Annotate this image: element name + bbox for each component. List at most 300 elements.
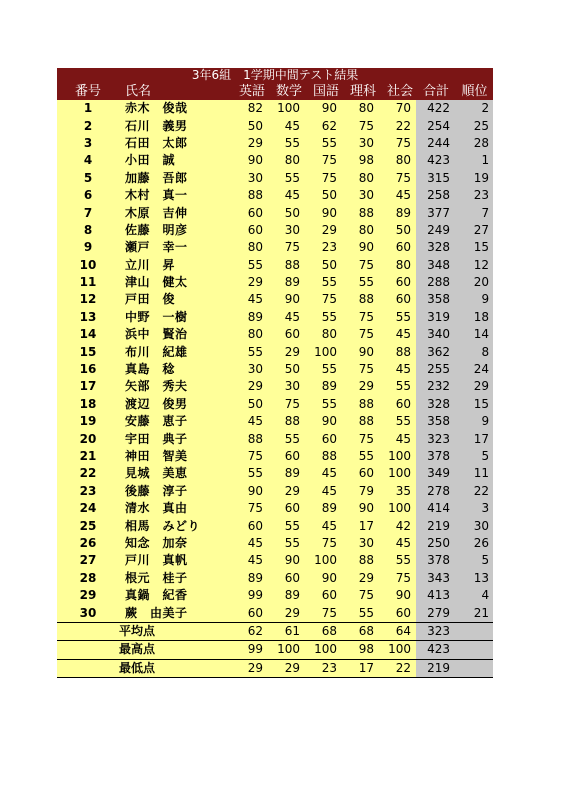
total-score: 328 xyxy=(416,239,456,256)
table-row xyxy=(57,170,493,187)
total-stat: 219 xyxy=(416,659,456,677)
english-score: 60 xyxy=(231,222,268,239)
header-japanese: 国語 xyxy=(305,83,342,100)
score-sheet xyxy=(57,68,491,678)
english-score: 80 xyxy=(231,239,268,256)
science-score: 75 xyxy=(342,309,379,326)
social-stat: 22 xyxy=(379,659,416,677)
science-score: 98 xyxy=(342,152,379,169)
stats-spacer xyxy=(57,641,119,659)
rank-value: 1 xyxy=(456,152,493,169)
student-number: 27 xyxy=(57,552,119,569)
total-score: 250 xyxy=(416,535,456,552)
rank-value: 4 xyxy=(456,587,493,604)
header-rank: 順位 xyxy=(456,83,493,100)
science-score: 80 xyxy=(342,222,379,239)
student-name: 木村 真一 xyxy=(119,187,231,204)
science-score: 60 xyxy=(342,465,379,482)
math-score: 29 xyxy=(268,483,305,500)
math-score: 75 xyxy=(268,396,305,413)
student-number: 6 xyxy=(57,187,119,204)
math-score: 55 xyxy=(268,135,305,152)
english-score: 50 xyxy=(231,396,268,413)
total-score: 343 xyxy=(416,570,456,587)
japanese-score: 60 xyxy=(305,430,342,447)
header-science: 理科 xyxy=(342,83,379,100)
math-score: 50 xyxy=(268,361,305,378)
table-row xyxy=(57,500,493,517)
math-score: 45 xyxy=(268,117,305,134)
table-row xyxy=(57,117,493,134)
math-score: 89 xyxy=(268,587,305,604)
math-score: 89 xyxy=(268,274,305,291)
student-name: 安藤 恵子 xyxy=(119,413,231,430)
student-name: 中野 一樹 xyxy=(119,309,231,326)
student-name: 後藤 淳子 xyxy=(119,483,231,500)
science-score: 88 xyxy=(342,291,379,308)
english-score: 60 xyxy=(231,517,268,534)
student-number: 11 xyxy=(57,274,119,291)
table-row xyxy=(57,361,493,378)
total-score: 258 xyxy=(416,187,456,204)
japanese-score: 55 xyxy=(305,361,342,378)
student-name: 知念 加奈 xyxy=(119,535,231,552)
rank-value: 25 xyxy=(456,117,493,134)
social-score: 100 xyxy=(379,500,416,517)
stats-spacer xyxy=(57,659,119,677)
english-score: 45 xyxy=(231,535,268,552)
science-score: 80 xyxy=(342,170,379,187)
student-name: 石田 太郎 xyxy=(119,135,231,152)
student-name: 小田 誠 xyxy=(119,152,231,169)
japanese-score: 88 xyxy=(305,448,342,465)
total-score: 315 xyxy=(416,170,456,187)
social-score: 55 xyxy=(379,552,416,569)
science-score: 30 xyxy=(342,535,379,552)
japanese-stat: 100 xyxy=(305,641,342,659)
science-score: 30 xyxy=(342,135,379,152)
table-row xyxy=(57,152,493,169)
math-score: 60 xyxy=(268,448,305,465)
total-score: 278 xyxy=(416,483,456,500)
math-score: 50 xyxy=(268,204,305,221)
math-stat: 61 xyxy=(268,622,305,640)
math-score: 55 xyxy=(268,535,305,552)
total-score: 279 xyxy=(416,604,456,622)
student-name: 木原 吉伸 xyxy=(119,204,231,221)
english-score: 80 xyxy=(231,326,268,343)
rank-value: 23 xyxy=(456,187,493,204)
total-score: 249 xyxy=(416,222,456,239)
rank-value: 22 xyxy=(456,483,493,500)
student-name: 真鍋 紀香 xyxy=(119,587,231,604)
stats-spacer xyxy=(57,622,119,640)
table-row xyxy=(57,135,493,152)
social-stat: 100 xyxy=(379,641,416,659)
japanese-score: 90 xyxy=(305,413,342,430)
english-score: 89 xyxy=(231,309,268,326)
student-number: 17 xyxy=(57,378,119,395)
english-score: 75 xyxy=(231,500,268,517)
student-name: 見城 美恵 xyxy=(119,465,231,482)
total-score: 413 xyxy=(416,587,456,604)
rank-value: 3 xyxy=(456,500,493,517)
student-name: 矢部 秀夫 xyxy=(119,378,231,395)
japanese-stat: 68 xyxy=(305,622,342,640)
total-score: 232 xyxy=(416,378,456,395)
student-name: 津山 健太 xyxy=(119,274,231,291)
social-score: 60 xyxy=(379,604,416,622)
math-score: 75 xyxy=(268,239,305,256)
science-score: 75 xyxy=(342,361,379,378)
science-score: 90 xyxy=(342,239,379,256)
student-number: 28 xyxy=(57,570,119,587)
student-number: 12 xyxy=(57,291,119,308)
japanese-score: 50 xyxy=(305,257,342,274)
science-score: 55 xyxy=(342,448,379,465)
stats-label: 最低点 xyxy=(119,659,231,677)
english-score: 90 xyxy=(231,483,268,500)
social-score: 88 xyxy=(379,343,416,360)
social-score: 80 xyxy=(379,257,416,274)
science-score: 88 xyxy=(342,396,379,413)
student-number: 8 xyxy=(57,222,119,239)
math-score: 88 xyxy=(268,413,305,430)
science-score: 75 xyxy=(342,257,379,274)
rank-value: 12 xyxy=(456,257,493,274)
social-stat: 64 xyxy=(379,622,416,640)
japanese-score: 100 xyxy=(305,343,342,360)
science-score: 29 xyxy=(342,378,379,395)
student-name: 戸川 真帆 xyxy=(119,552,231,569)
total-score: 319 xyxy=(416,309,456,326)
student-number: 13 xyxy=(57,309,119,326)
japanese-score: 60 xyxy=(305,587,342,604)
japanese-score: 75 xyxy=(305,291,342,308)
header-name: 氏名 xyxy=(119,83,231,100)
total-score: 422 xyxy=(416,100,456,117)
table-row xyxy=(57,326,493,343)
english-stat: 99 xyxy=(231,641,268,659)
total-score: 244 xyxy=(416,135,456,152)
table-row xyxy=(57,187,493,204)
japanese-score: 75 xyxy=(305,535,342,552)
english-score: 29 xyxy=(231,378,268,395)
student-name: 神田 智美 xyxy=(119,448,231,465)
english-score: 45 xyxy=(231,413,268,430)
table-row xyxy=(57,517,493,534)
header-english: 英語 xyxy=(231,83,268,100)
english-score: 55 xyxy=(231,257,268,274)
total-score: 255 xyxy=(416,361,456,378)
total-score: 378 xyxy=(416,552,456,569)
social-score: 75 xyxy=(379,170,416,187)
english-score: 82 xyxy=(231,100,268,117)
student-name: 宇田 典子 xyxy=(119,430,231,447)
student-number: 9 xyxy=(57,239,119,256)
science-score: 55 xyxy=(342,274,379,291)
rank-value: 15 xyxy=(456,396,493,413)
stats-row xyxy=(57,641,493,659)
total-score: 358 xyxy=(416,291,456,308)
science-score: 79 xyxy=(342,483,379,500)
table-row xyxy=(57,535,493,552)
total-stat: 323 xyxy=(416,622,456,640)
rank-value: 14 xyxy=(456,326,493,343)
math-score: 100 xyxy=(268,100,305,117)
table-row xyxy=(57,570,493,587)
rank-value: 2 xyxy=(456,100,493,117)
social-score: 80 xyxy=(379,152,416,169)
table-row xyxy=(57,448,493,465)
japanese-score: 90 xyxy=(305,100,342,117)
rank-value: 9 xyxy=(456,413,493,430)
rank-value: 19 xyxy=(456,170,493,187)
student-name: 布川 紀雄 xyxy=(119,343,231,360)
student-name: 赤木 俊哉 xyxy=(119,100,231,117)
science-score: 88 xyxy=(342,204,379,221)
header-number: 番号 xyxy=(57,83,119,100)
total-score: 358 xyxy=(416,413,456,430)
science-score: 88 xyxy=(342,552,379,569)
total-stat: 423 xyxy=(416,641,456,659)
social-score: 60 xyxy=(379,291,416,308)
student-number: 26 xyxy=(57,535,119,552)
student-number: 22 xyxy=(57,465,119,482)
stats-row xyxy=(57,659,493,677)
japanese-score: 80 xyxy=(305,326,342,343)
table-row xyxy=(57,222,493,239)
table-row xyxy=(57,430,493,447)
score-table xyxy=(57,68,493,678)
math-score: 60 xyxy=(268,326,305,343)
social-score: 70 xyxy=(379,100,416,117)
english-score: 30 xyxy=(231,361,268,378)
social-score: 100 xyxy=(379,465,416,482)
english-score: 45 xyxy=(231,291,268,308)
social-score: 55 xyxy=(379,378,416,395)
social-score: 55 xyxy=(379,413,416,430)
total-score: 219 xyxy=(416,517,456,534)
rank-value: 5 xyxy=(456,552,493,569)
table-row xyxy=(57,552,493,569)
student-number: 25 xyxy=(57,517,119,534)
rank-value: 27 xyxy=(456,222,493,239)
social-score: 35 xyxy=(379,483,416,500)
student-number: 3 xyxy=(57,135,119,152)
table-row xyxy=(57,587,493,604)
table-row xyxy=(57,100,493,117)
student-number: 2 xyxy=(57,117,119,134)
stats-row xyxy=(57,622,493,640)
student-number: 1 xyxy=(57,100,119,117)
english-score: 75 xyxy=(231,448,268,465)
math-stat: 100 xyxy=(268,641,305,659)
science-score: 17 xyxy=(342,517,379,534)
student-name: 渡辺 俊男 xyxy=(119,396,231,413)
japanese-score: 89 xyxy=(305,500,342,517)
table-row xyxy=(57,465,493,482)
social-score: 60 xyxy=(379,239,416,256)
table-row xyxy=(57,274,493,291)
table-row xyxy=(57,413,493,430)
japanese-score: 89 xyxy=(305,378,342,395)
japanese-score: 50 xyxy=(305,187,342,204)
science-score: 75 xyxy=(342,587,379,604)
science-score: 90 xyxy=(342,500,379,517)
rank-value: 24 xyxy=(456,361,493,378)
rank-value: 18 xyxy=(456,309,493,326)
english-score: 90 xyxy=(231,152,268,169)
math-score: 90 xyxy=(268,552,305,569)
science-score: 30 xyxy=(342,187,379,204)
stats-rank-empty xyxy=(456,641,493,659)
science-score: 75 xyxy=(342,326,379,343)
japanese-stat: 23 xyxy=(305,659,342,677)
social-score: 60 xyxy=(379,396,416,413)
student-number: 19 xyxy=(57,413,119,430)
english-score: 55 xyxy=(231,465,268,482)
table-row xyxy=(57,309,493,326)
student-name: 石川 義男 xyxy=(119,117,231,134)
math-score: 60 xyxy=(268,570,305,587)
japanese-score: 62 xyxy=(305,117,342,134)
social-score: 45 xyxy=(379,535,416,552)
english-score: 99 xyxy=(231,587,268,604)
student-number: 15 xyxy=(57,343,119,360)
rank-value: 9 xyxy=(456,291,493,308)
math-score: 30 xyxy=(268,222,305,239)
rank-value: 13 xyxy=(456,570,493,587)
social-score: 22 xyxy=(379,117,416,134)
social-score: 45 xyxy=(379,361,416,378)
english-score: 89 xyxy=(231,570,268,587)
science-score: 75 xyxy=(342,430,379,447)
total-score: 362 xyxy=(416,343,456,360)
science-score: 55 xyxy=(342,604,379,622)
math-score: 29 xyxy=(268,343,305,360)
math-score: 45 xyxy=(268,309,305,326)
total-score: 414 xyxy=(416,500,456,517)
student-number: 4 xyxy=(57,152,119,169)
table-row xyxy=(57,483,493,500)
rank-value: 30 xyxy=(456,517,493,534)
student-name: 真島 稔 xyxy=(119,361,231,378)
header-social: 社会 xyxy=(379,83,416,100)
stats-label: 平均点 xyxy=(119,622,231,640)
total-score: 348 xyxy=(416,257,456,274)
table-row xyxy=(57,343,493,360)
japanese-score: 90 xyxy=(305,570,342,587)
science-score: 88 xyxy=(342,413,379,430)
social-score: 42 xyxy=(379,517,416,534)
total-score: 349 xyxy=(416,465,456,482)
student-number: 14 xyxy=(57,326,119,343)
rank-value: 28 xyxy=(456,135,493,152)
social-score: 100 xyxy=(379,448,416,465)
japanese-score: 45 xyxy=(305,483,342,500)
rank-value: 11 xyxy=(456,465,493,482)
japanese-score: 55 xyxy=(305,396,342,413)
rank-value: 5 xyxy=(456,448,493,465)
english-score: 30 xyxy=(231,170,268,187)
japanese-score: 45 xyxy=(305,465,342,482)
student-name: 立川 昇 xyxy=(119,257,231,274)
header-math: 数学 xyxy=(268,83,305,100)
student-number: 20 xyxy=(57,430,119,447)
student-number: 30 xyxy=(57,604,119,622)
math-score: 60 xyxy=(268,500,305,517)
header-total: 合計 xyxy=(416,83,456,100)
student-name: 瀬戸 幸一 xyxy=(119,239,231,256)
table-row xyxy=(57,291,493,308)
english-score: 60 xyxy=(231,204,268,221)
total-score: 378 xyxy=(416,448,456,465)
english-score: 45 xyxy=(231,552,268,569)
japanese-score: 45 xyxy=(305,517,342,534)
social-score: 75 xyxy=(379,570,416,587)
japanese-score: 75 xyxy=(305,170,342,187)
science-stat: 68 xyxy=(342,622,379,640)
total-score: 328 xyxy=(416,396,456,413)
science-stat: 17 xyxy=(342,659,379,677)
table-row xyxy=(57,257,493,274)
rank-value: 15 xyxy=(456,239,493,256)
japanese-score: 100 xyxy=(305,552,342,569)
student-number: 23 xyxy=(57,483,119,500)
social-score: 89 xyxy=(379,204,416,221)
student-name: 清水 真由 xyxy=(119,500,231,517)
english-stat: 62 xyxy=(231,622,268,640)
student-name: 浜中 賢治 xyxy=(119,326,231,343)
rank-value: 26 xyxy=(456,535,493,552)
social-score: 50 xyxy=(379,222,416,239)
english-score: 29 xyxy=(231,135,268,152)
japanese-score: 90 xyxy=(305,204,342,221)
math-score: 80 xyxy=(268,152,305,169)
math-score: 55 xyxy=(268,170,305,187)
english-score: 50 xyxy=(231,117,268,134)
math-score: 90 xyxy=(268,291,305,308)
japanese-score: 75 xyxy=(305,604,342,622)
stats-rank-empty xyxy=(456,659,493,677)
stats-rank-empty xyxy=(456,622,493,640)
english-score: 55 xyxy=(231,343,268,360)
math-score: 30 xyxy=(268,378,305,395)
total-score: 254 xyxy=(416,117,456,134)
student-number: 10 xyxy=(57,257,119,274)
rank-value: 7 xyxy=(456,204,493,221)
table-row xyxy=(57,204,493,221)
social-score: 90 xyxy=(379,587,416,604)
math-score: 55 xyxy=(268,517,305,534)
english-score: 88 xyxy=(231,430,268,447)
total-score: 423 xyxy=(416,152,456,169)
table-row xyxy=(57,239,493,256)
social-score: 45 xyxy=(379,326,416,343)
english-score: 88 xyxy=(231,187,268,204)
student-number: 16 xyxy=(57,361,119,378)
table-row xyxy=(57,396,493,413)
english-score: 60 xyxy=(231,604,268,622)
japanese-score: 75 xyxy=(305,152,342,169)
social-score: 45 xyxy=(379,430,416,447)
social-score: 75 xyxy=(379,135,416,152)
student-number: 5 xyxy=(57,170,119,187)
math-stat: 29 xyxy=(268,659,305,677)
student-name: 相馬 みどり xyxy=(119,517,231,534)
science-score: 90 xyxy=(342,343,379,360)
